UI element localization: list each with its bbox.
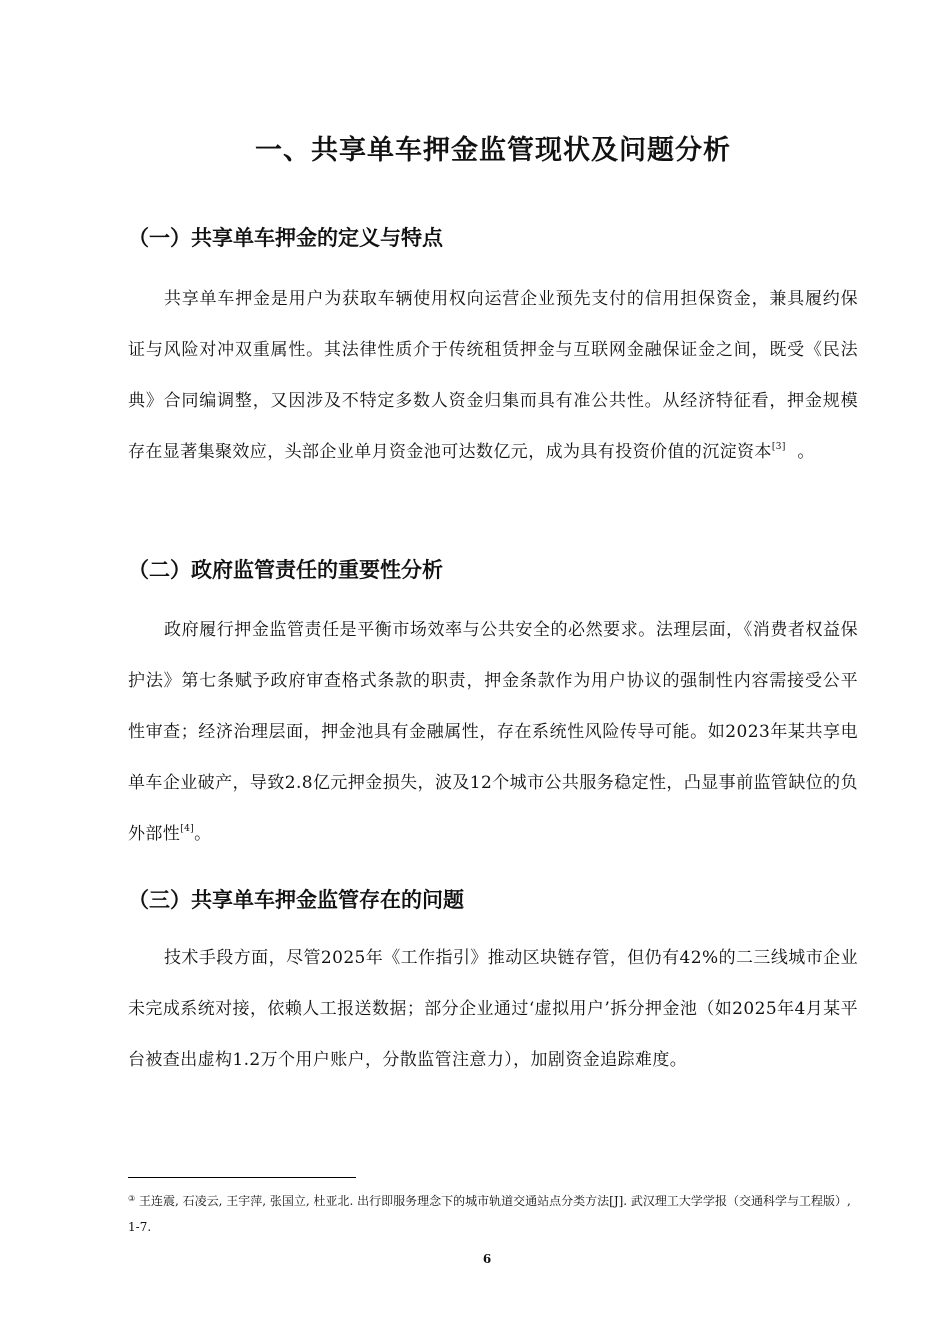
paragraph-tail: 。 bbox=[785, 442, 815, 462]
section-heading-3: （三）共享单车押金监管存在的问题 bbox=[128, 888, 464, 912]
footnote-divider bbox=[128, 1177, 356, 1178]
section-paragraph-2 bbox=[128, 605, 858, 860]
citation-ref: [3] bbox=[771, 442, 786, 452]
footnote-text: 王连震, 石凌云, 王宇萍, 张国立, 杜亚北. 出行即服务理念下的城市轨道交通站点分类方法[J]. 武汉理工大学学报（交通科学与工程版）, 1-7. bbox=[128, 1194, 851, 1234]
footnote bbox=[128, 1188, 856, 1240]
section-heading-2: （二）政府监管责任的重要性分析 bbox=[128, 558, 443, 582]
page-number: 6 bbox=[482, 1252, 492, 1266]
paragraph-text: 技术手段方面，尽管2025年《工作指引》推动区块链存管，但仍有42%的二三线城市企业未完成系统对接，依赖人工报送数据；部分企业通过‘虚拟用户’拆分押金池（如2025年4月某平台被查出虚构1.2万个用户账户，分散监管注意力），加剧资金追踪难度。 bbox=[128, 948, 858, 1070]
section-heading-1: （一）共享单车押金的定义与特点 bbox=[128, 226, 443, 250]
citation-ref: [4] bbox=[180, 824, 195, 834]
paragraph-text: 共享单车押金是用户为获取车辆使用权向运营企业预先支付的信用担保资金，兼具履约保证与风险对冲双重属性。其法律性质介于传统租赁押金与互联网金融保证金之间，既受《民法典》合同编调整，又因涉及不特定多数人资金归集而具有准公共性。从经济特征看，押金规模存在显著集聚效应，头部企业单月资金池可达数亿元，成为具有投资价值的沉淀资本 bbox=[128, 289, 858, 462]
paragraph-text: 政府履行押金监管责任是平衡市场效率与公共安全的必然要求。法理层面，《消费者权益保护法》第七条赋予政府审查格式条款的职责，押金条款作为用户协议的强制性内容需接受公平性审查；经济治理层面，押金池具有金融属性，存在系统性风险传导可能。如2023年某共享电单车企业破产，导致2.8亿元押金损失，波及12个城市公共服务稳定性，凸显事前监管缺位的负外部性 bbox=[128, 620, 858, 844]
chapter-title: 一、共享单车押金监管现状及问题分析 bbox=[255, 135, 731, 166]
footnote-marker: ③ bbox=[128, 1194, 136, 1203]
section-paragraph-3 bbox=[128, 933, 858, 1086]
paragraph-tail: 。 bbox=[194, 824, 212, 844]
section-paragraph-1 bbox=[128, 274, 858, 478]
